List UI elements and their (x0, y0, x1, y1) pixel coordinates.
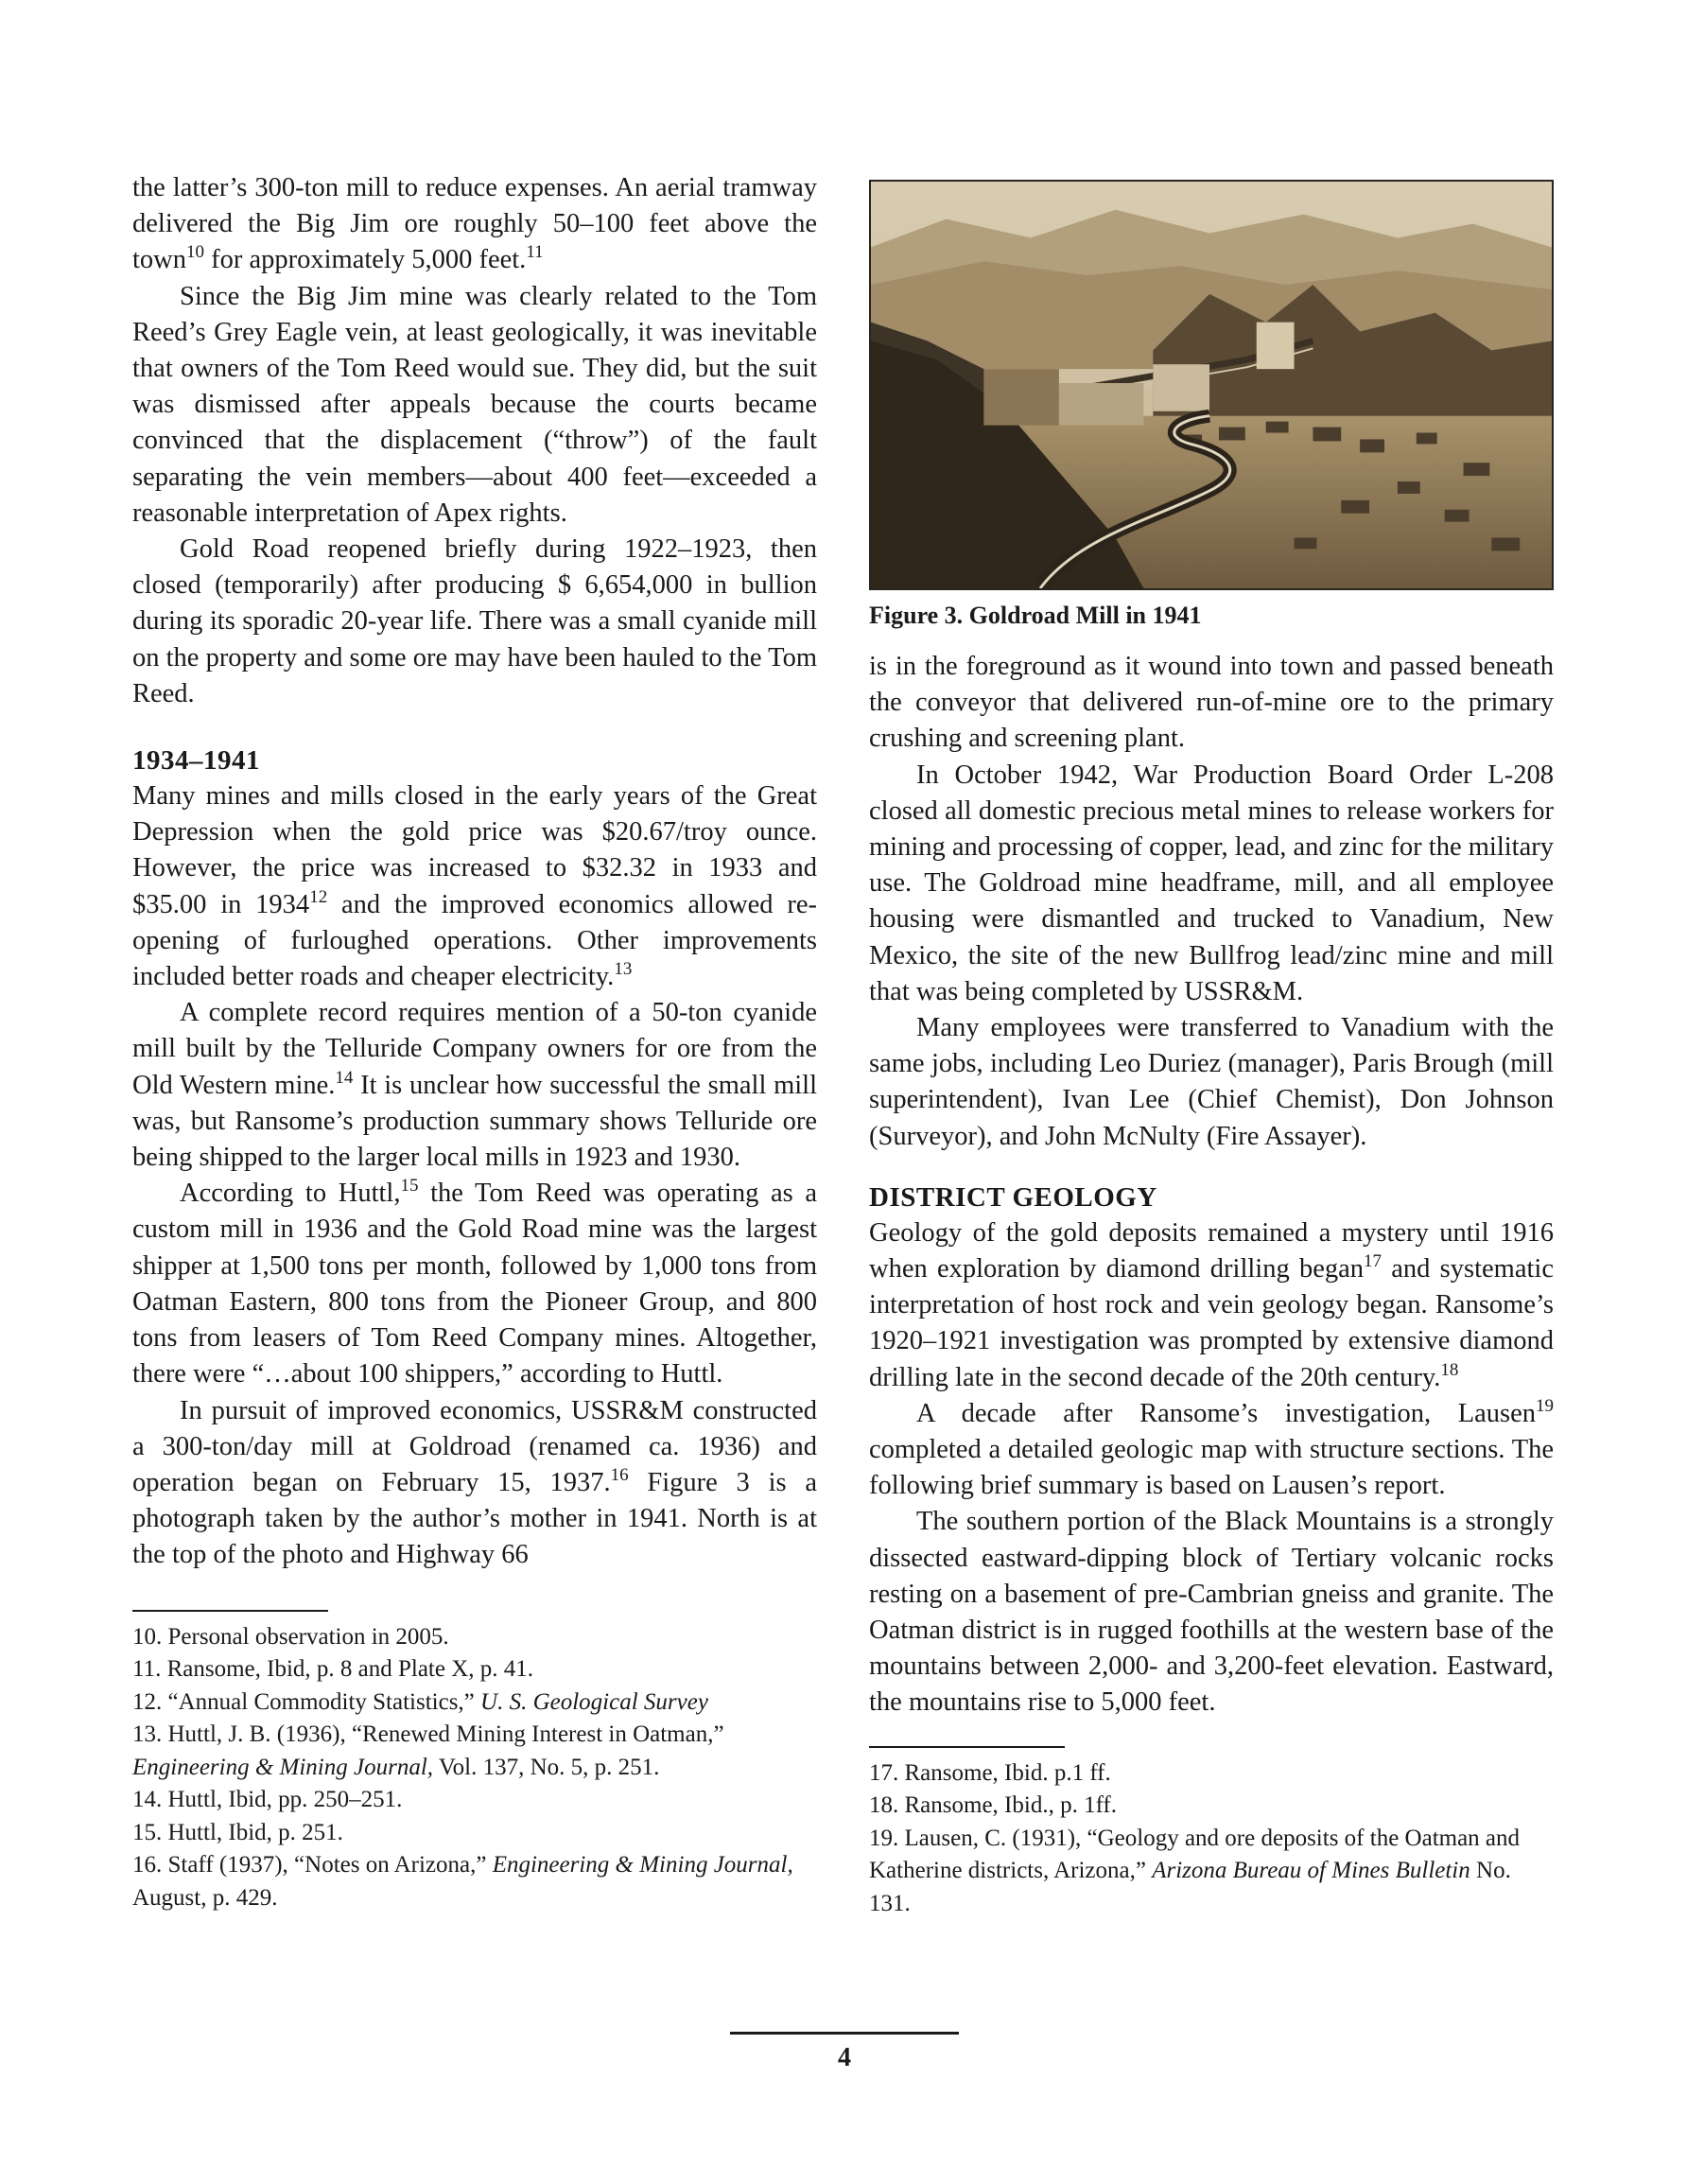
footnote-ref: 17 (1364, 1251, 1383, 1272)
footnote-source-title: Engineering & Mining Journal, (132, 1754, 434, 1780)
paragraph-text: Since the Big Jim mine was clearly related to the Tom Reed’s Grey Eagle vein, at least geologically, it was inevitable that owners of the Tom Reed would sue. They did, but the suit was dismissed after appeals because the courts became convinced that the displacement (“throw”) of the fault separating the vein members—about 400 feet—exceeded a reasonable interpretation of Apex rights. (132, 281, 817, 528)
footnote (132, 1653, 817, 1686)
footnote (132, 1849, 817, 1914)
footnote-ref: 18 (1440, 1359, 1459, 1380)
paragraph (869, 758, 1554, 1010)
footnote-ref: 16 (610, 1464, 629, 1485)
paragraph-text: Gold Road reopened briefly during 1922–1923, then closed (temporarily) after producing $ 6,654,000 in bullion during its sporadic 20-year life. There was a small cyanide mill on the property and some ore may have been hauled to the Tom Reed. (132, 534, 818, 708)
footnote (869, 1790, 1554, 1823)
paragraph-text: According to Huttl, (180, 1179, 401, 1209)
page-number: 4 (838, 2043, 851, 2072)
footnote-ref: 15 (400, 1176, 419, 1197)
paragraph-text: the latter’s 300-ton mill to reduce expenses. An aerial tramway delivered the Big Jim ore roughly 50–100 feet above the town (132, 173, 817, 275)
paragraph-text: is in the foreground as it wound into town and passed beneath the conveyor that delivered run-of-mine ore to the primary crushing and screening plant. (869, 652, 1554, 754)
paragraph (869, 1215, 1554, 1396)
paragraph-text: It is unclear how successful the small mill was, but Ransome’s production summary shows Telluride ore being shipped to the larger local mills in 1923 and 1930. (132, 1070, 817, 1173)
right-footnotes (869, 1757, 1554, 1921)
paragraph (132, 778, 817, 995)
footnote-ref: 19 (1536, 1395, 1554, 1416)
figure-3-photo (869, 180, 1554, 590)
paragraph-text: Figure 3 is a photograph taken by the author’s mother in 1941. North is at the top of the photo and Highway 66 (132, 1467, 817, 1570)
footnote-text: 11. Ransome, Ibid, p. 8 and Plate X, p. 41. (132, 1656, 534, 1683)
paragraph (132, 279, 817, 532)
footnote (869, 1823, 1554, 1921)
footnote-text: 17. Ransome, Ibid. p.1 ff. (869, 1759, 1111, 1786)
paragraph (869, 1504, 1554, 1721)
paragraph-text: and systematic interpretation of host rock and vein geology began. Ransome’s 1920–1921 investigation was prompted by extensive diamond drilling late in the second decade of the 20th century. (869, 1254, 1554, 1392)
paragraph-text: Geology of the gold deposits remained a mystery until 1916 when exploration by diamond drilling began (869, 1217, 1554, 1284)
left-section-paragraphs (132, 778, 817, 1573)
paragraph-text: In pursuit of improved economics, USSR&M constructed a 300-ton/day mill at Goldroad (renamed ca. 1936) and operation began on February 15, 1937. (132, 1395, 817, 1497)
footnote-text: 14. Huttl, Ibid, pp. 250–251. (132, 1787, 403, 1813)
footnote-text: 18. Ransome, Ibid., p. 1ff. (869, 1792, 1118, 1819)
paragraph (869, 1396, 1554, 1505)
paragraph-text: Many mines and mills closed in the early years of the Great Depression when the gold price was $20.67/troy ounce. However, the price was increased to $32.32 in 1933 and $35.00 in 1934 (132, 781, 817, 919)
footnote (869, 1757, 1554, 1791)
paragraph-text: the Tom Reed was operating as a custom mill in 1936 and the Gold Road mine was the largest shipper at 1,500 tons per month, followed by 1,000 tons from Oatman Eastern, 800 tons from the Pioneer Group, and 800 tons from leasers of Tom Reed Company mines. Altogether, there were “…about 100 shippers,” according to Huttl. (132, 1179, 818, 1389)
paragraph (132, 532, 817, 712)
paragraph-text: A decade after Ransome’s investigation, Lausen (916, 1398, 1536, 1428)
paragraph-text: for approximately 5,000 feet. (204, 245, 527, 275)
paragraph-text: A complete record requires mention of a 50-ton cyanide mill built by the Telluride Company owners for ore from the Old Western mine. (132, 998, 817, 1100)
paragraph (132, 1393, 817, 1574)
footnote (132, 1719, 817, 1784)
footnote-ref: 11 (526, 242, 544, 263)
footnote-ref: 10 (186, 242, 204, 263)
footnote-text: 16. Staff (1937), “Notes on Arizona,” (132, 1852, 493, 1878)
left-footnotes (132, 1621, 817, 1915)
right-paragraphs (869, 649, 1554, 1155)
section-heading-1934-1941: 1934–1941 (132, 745, 260, 777)
footnote-ref: 14 (335, 1067, 354, 1088)
footnote-text: 15. Huttl, Ibid, p. 251. (132, 1819, 343, 1845)
paragraph (132, 995, 817, 1176)
paragraph-text: The southern portion of the Black Mountains is a strongly dissected eastward-dipping block of Tertiary volcanic rocks resting on a basement of pre-Cambrian gneiss and granite. The Oatman district is in rugged foothills at the western base of the mountains between 2,000- and 3,200-feet elevation. Eastward, the mountains rise to 5,000 feet. (869, 1507, 1554, 1718)
page-number-rule (730, 2032, 959, 2035)
footnote (132, 1686, 817, 1720)
section-heading-district-geology: DISTRICT GEOLOGY (869, 1181, 1157, 1213)
footnote (132, 1784, 817, 1817)
paragraph (869, 1010, 1554, 1155)
paragraph-text: In October 1942, War Production Board Order L-208 closed all domestic precious metal mines to release workers for mining and processing of copper, lead, and zinc for the military use. The Goldroad mine headframe, mill, and all employee housing were dismantled and trucked to Vanadium, New Mexico, the site of the new Bullfrog lead/zinc mine and mill that was being completed by USSR&M. (869, 760, 1554, 1006)
left-column (132, 170, 817, 1914)
paragraph (132, 1176, 817, 1392)
paragraph (132, 170, 817, 279)
footnote (132, 1817, 817, 1850)
right-section-paragraphs (869, 1215, 1554, 1721)
footnote-source-title: Engineering & Mining Journal, (492, 1852, 793, 1878)
footnote-text: Vol. 137, No. 5, p. 251. (433, 1754, 660, 1780)
left-paragraphs (132, 170, 817, 712)
footnote-source-title: U. S. Geological Survey (480, 1688, 708, 1715)
footnote-source-title: Arizona Bureau of Mines Bulletin (1152, 1858, 1470, 1884)
paragraph-text: Many employees were transferred to Vanadium with the same jobs, including Leo Duriez (manager), Paris Brough (mill superintendent), Ivan Lee (Chief Chemist), Don Johnson (Surveyor), and John McNulty (Fire Assayer). (869, 1013, 1554, 1151)
footnote (132, 1621, 817, 1654)
paragraph-text: and the improved economics allowed re-opening of furloughed operations. Other improvements included better roads and cheaper electricity. (132, 889, 818, 992)
footnote-text: 12. “Annual Commodity Statistics,” (132, 1688, 481, 1715)
goldroad-mill-photo (871, 182, 1552, 588)
footnote-ref: 13 (614, 959, 633, 980)
footnote-text: 10. Personal observation in 2005. (132, 1623, 449, 1650)
footnote-text: No. 131. (869, 1858, 1511, 1916)
footnote-text: 13. Huttl, J. B. (1936), “Renewed Mining Interest in Oatman,” (132, 1721, 724, 1748)
paragraph (869, 649, 1554, 758)
footnote-ref: 12 (309, 886, 328, 907)
paragraph-text: completed a detailed geologic map with structure sections. The following brief summary is based on Lausen’s report. (869, 1435, 1554, 1501)
right-column (869, 180, 1554, 1920)
footnote-text: 19. Lausen, C. (1931), “Geology and ore deposits of the Oatman and Katherine districts, Arizona,” (869, 1825, 1521, 1884)
footnote-text: August, p. 429. (132, 1884, 278, 1911)
figure-3-caption: Figure 3. Goldroad Mill in 1941 (869, 602, 1202, 629)
